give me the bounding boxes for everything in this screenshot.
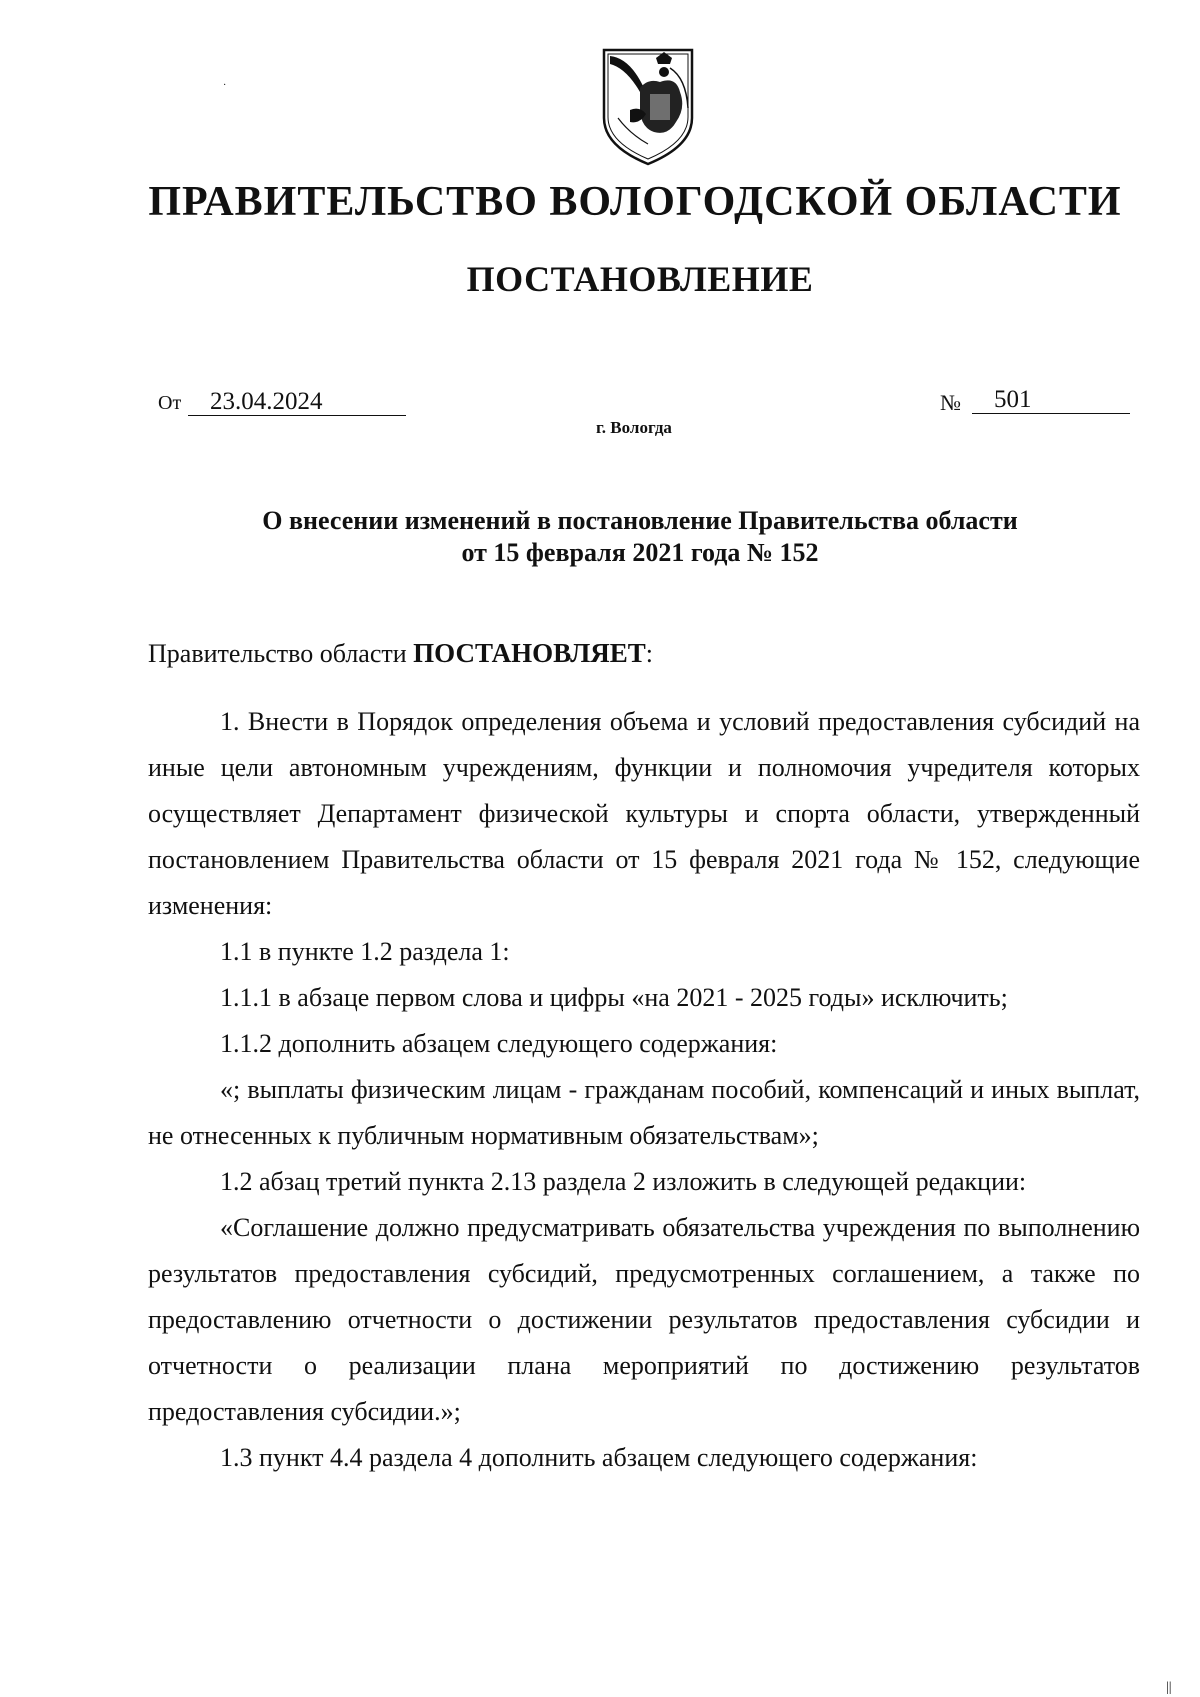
paragraph: 1.3 пункт 4.4 раздела 4 дополнить абзацем следующего содержания: <box>220 1443 978 1472</box>
resolves-word: ПОСТАНОВЛЯЕТ <box>413 638 646 668</box>
date-label: От <box>158 392 182 414</box>
paragraph: «; выплаты физическим лицам - гражданам пособий, компенсаций и иных выплат, не отнесенных к публичным нормативным обязательствам»; <box>148 1075 1140 1150</box>
document-number: 501 <box>972 386 1130 414</box>
city: г. Вологда <box>596 418 672 437</box>
paragraph: «Соглашение должно предусматривать обязательства учреждения по выполнению результатов предоставления субсидий, предусмотренных соглашением, а также по предоставлению отчетности о достижении результатов предоставления субсидии и отчетности о реализации плана мероприятий по достижению результатов предоставления субсидии.»; <box>148 1213 1140 1426</box>
paragraph: 1. Внести в Порядок определения объема и условий предоставления субсидий на иные цели автономным учреждениям, функции и полномочия учредителя которых осуществляет Департамент физической культуры и спорта области, утвержденный постановлением Правительства области от 15 февраля 2021 года № 152, следующие изменения: <box>148 707 1140 920</box>
corner-mark: || <box>1166 1680 1172 1695</box>
paragraph: 1.1.1 в абзаце первом слова и цифры «на 2021 - 2025 годы» исключить; <box>220 983 1008 1012</box>
document-date: 23.04.2024 <box>188 388 406 416</box>
lead-text: Правительство области <box>148 639 414 668</box>
subject-line-2: от 15 февраля 2021 года № 152 <box>461 538 819 567</box>
paragraph: 1.1.2 дополнить абзацем следующего содержания: <box>220 1029 778 1058</box>
subject-line-1: О внесении изменений в постановление Правительства области <box>262 506 1018 535</box>
document-type: ПОСТАНОВЛЕНИЕ <box>466 259 814 299</box>
lead-colon: : <box>645 639 654 668</box>
document-subject <box>0 505 1200 569</box>
number-label: № <box>940 390 961 415</box>
scan-dot: · <box>223 80 227 91</box>
org-title: ПРАВИТЕЛЬСТВО ВОЛОГОДСКОЙ ОБЛАСТИ <box>148 179 1122 225</box>
document-body <box>148 630 1140 1481</box>
paragraph: 1.1 в пункте 1.2 раздела 1: <box>220 937 510 966</box>
vologda-coat-of-arms-icon <box>600 48 696 166</box>
resolution-lead <box>148 630 1140 677</box>
paragraph: 1.2 абзац третий пункта 2.13 раздела 2 изложить в следующей редакции: <box>220 1167 1027 1196</box>
